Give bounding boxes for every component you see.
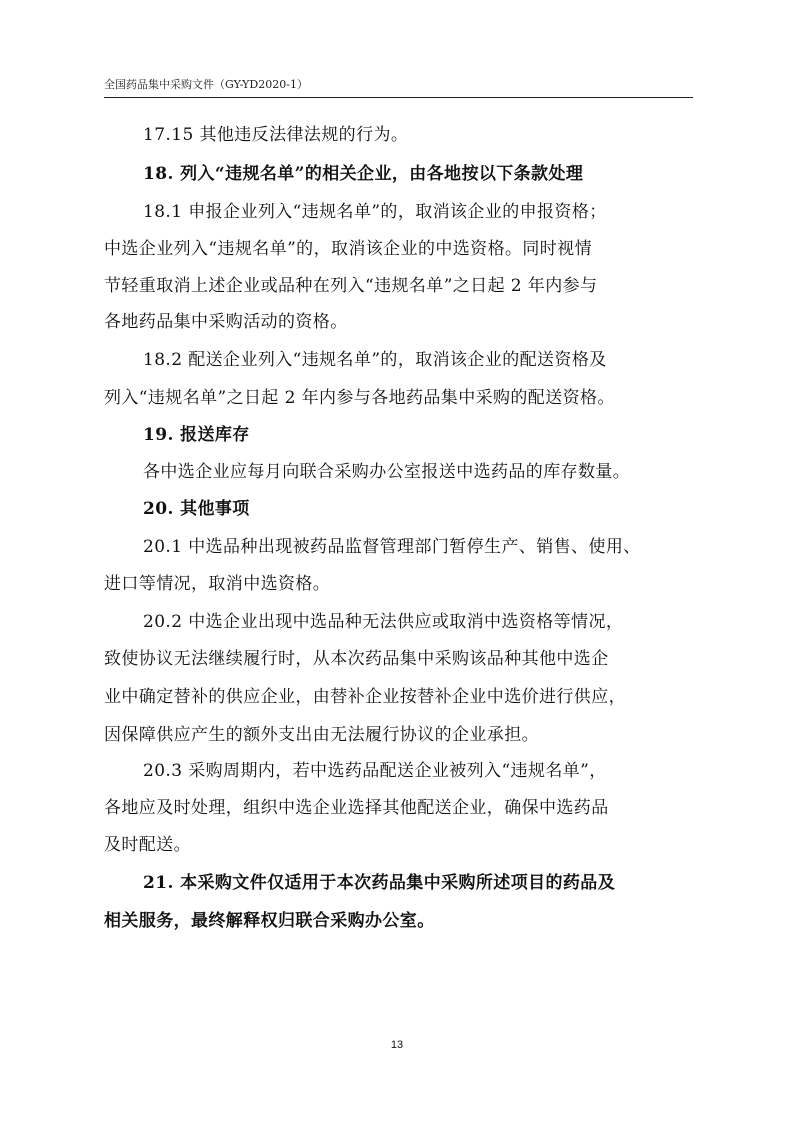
- header-title: 全国药品集中采购文件（GY-YD2020-1）: [104, 78, 308, 91]
- section-19-heading: 19. 报送库存: [143, 425, 250, 445]
- clause-17-15: 17.15 其他违反法律法规的行为。: [143, 125, 409, 145]
- section-18-heading: 18. 列入“违规名单”的相关企业，由各地按以下条款处理: [143, 164, 584, 184]
- clause-20-3-line-2: 各地应及时处理，组织中选企业选择其他配送企业，确保中选药品: [104, 798, 609, 818]
- clause-18-2-line-2: 列入“违规名单”之日起 2 年内参与各地药品集中采购的配送资格。: [104, 388, 615, 408]
- page-number: 13: [390, 1039, 404, 1051]
- clause-18-1-line-3: 节轻重取消上述企业或品种在列入“违规名单”之日起 2 年内参与: [104, 276, 598, 296]
- clause-20-2-line-4: 因保障供应产生的额外支出由无法履行协议的企业承担。: [104, 725, 539, 745]
- clause-20-3-line-3: 及时配送。: [104, 835, 191, 855]
- clause-18-1-line-1: 18.1 申报企业列入“违规名单”的，取消该企业的申报资格；: [143, 202, 607, 222]
- clause-20-3-line-1: 20.3 采购周期内，若中选药品配送企业被列入“违规名单”，: [143, 761, 607, 781]
- clause-20-2-line-2: 致使协议无法继续履行时，从本次药品集中采购该品种其他中选企: [104, 649, 609, 669]
- clause-20-2-line-1: 20.2 中选企业出现中选品种无法供应或取消中选资格等情况，: [143, 612, 624, 632]
- section-19-text: 各中选企业应每月向联合采购办公室报送中选药品的库存数量。: [143, 462, 631, 482]
- header-divider: [104, 97, 693, 98]
- clause-20-2-line-3: 业中确定替补的供应企业，由替补企业按替补企业中选价进行供应，: [104, 687, 626, 707]
- section-20-heading: 20. 其他事项: [143, 499, 250, 519]
- clause-18-1-line-4: 各地药品集中采购活动的资格。: [104, 312, 348, 332]
- clause-20-1-line-1: 20.1 中选品种出现被药品监督管理部门暂停生产、销售、使用、: [143, 537, 641, 557]
- clause-18-2-line-1: 18.2 配送企业列入“违规名单”的，取消该企业的配送资格及: [143, 350, 607, 370]
- section-21-line-1: 21. 本采购文件仅适用于本次药品集中采购所述项目的药品及: [143, 873, 616, 893]
- clause-18-1-line-2: 中选企业列入“违规名单”的，取消该企业的中选资格。同时视情: [104, 239, 592, 259]
- section-21-line-2: 相关服务，最终解释权归联合采购办公室。: [104, 911, 435, 931]
- clause-20-1-line-2: 进口等情况，取消中选资格。: [104, 574, 331, 594]
